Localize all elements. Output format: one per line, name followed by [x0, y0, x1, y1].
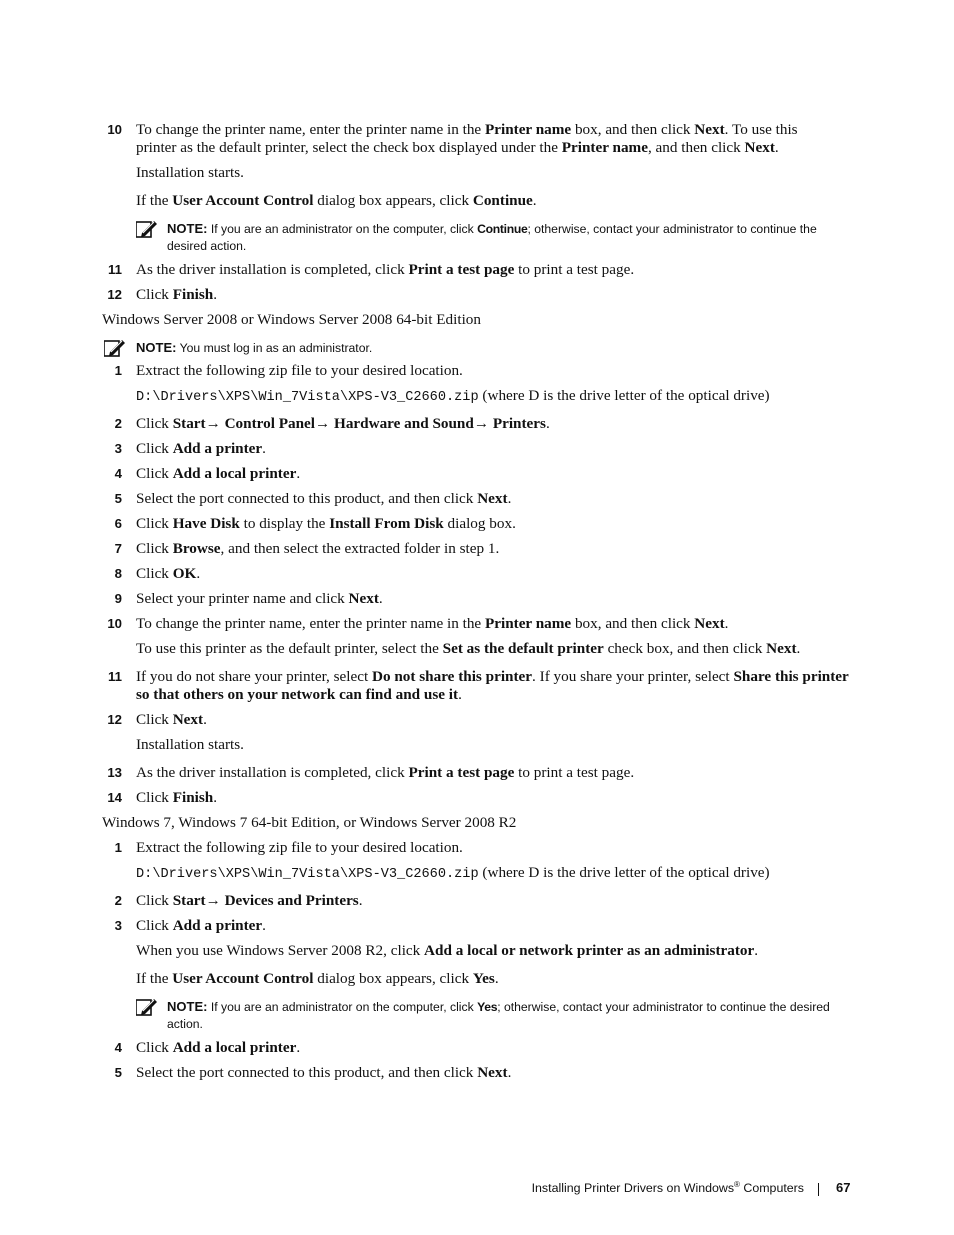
paragraph: Installation starts. — [136, 736, 244, 753]
paragraph: To use this printer as the default printer, select the Set as the default printer check box, and then click Next. — [136, 640, 801, 657]
note-pencil-icon — [104, 339, 126, 357]
step-text: Click Add a printer. — [136, 917, 266, 934]
step-text: If you do not share your printer, select Do not share this printer. If you share your printer, select Share this printer — [136, 668, 849, 685]
paragraph: When you use Windows Server 2008 R2, click Add a local or network printer as an administrator. — [136, 942, 759, 959]
step-text: To change the printer name, enter the printer name in the Printer name box, and then click Next. — [136, 615, 729, 632]
footer-separator — [818, 1183, 819, 1196]
paragraph: If the User Account Control dialog box appears, click Yes. — [136, 970, 499, 987]
step-text: Select your printer name and click Next. — [136, 590, 383, 607]
step-text: Click OK. — [136, 565, 201, 582]
footer-title: Installing Printer Drivers on Windows® Computers — [531, 1180, 804, 1195]
step-number: 8 — [114, 566, 122, 581]
step-text: To change the printer name, enter the printer name in the Printer name box, and then click Next. To use this — [136, 121, 798, 138]
step-text: Select the port connected to this product, and then click Next. — [136, 1064, 512, 1081]
note: NOTE: If you are an administrator on the computer, click Continue; otherwise, contact your administrator to continue the desired action. — [167, 221, 817, 253]
section-heading: Windows Server 2008 or Windows Server 2008 64-bit Edition — [102, 311, 481, 328]
file-path: D:\Drivers\XPS\Win_7Vista\XPS-V3_C2660.zip (where D is the drive letter of the optical drive) — [136, 387, 770, 405]
paragraph: If the User Account Control dialog box appears, click Continue. — [136, 192, 537, 209]
note-pencil-icon — [136, 220, 158, 238]
page-number: 67 — [836, 1180, 851, 1195]
step-number: 3 — [114, 918, 122, 933]
step-text: Click Add a printer. — [136, 440, 266, 457]
step-text: so that others on your network can find and use it. — [136, 686, 462, 703]
step-number: 14 — [107, 790, 122, 805]
step-text: Click Next. — [136, 711, 207, 728]
step-text: Extract the following zip file to your desired location. — [136, 362, 463, 379]
step-number: 5 — [114, 491, 122, 506]
step-number: 1 — [114, 840, 122, 855]
step-number: 6 — [114, 516, 122, 531]
step-number: 13 — [107, 765, 122, 780]
step-text: Click Finish. — [136, 286, 218, 303]
step-text: Click Have Disk to display the Install From Disk dialog box. — [136, 515, 516, 532]
step-number: 1 — [114, 363, 122, 378]
step-number: 4 — [114, 466, 122, 481]
step-text: As the driver installation is completed, click Print a test page to print a test page. — [136, 764, 635, 781]
step-text: Click Start→ Control Panel→ Hardware and Sound→ Printers. — [136, 415, 550, 432]
step-number: 4 — [114, 1040, 122, 1055]
step-text: Click Browse, and then select the extracted folder in step 1. — [136, 540, 500, 557]
step-number: 11 — [108, 262, 122, 277]
step-number: 3 — [114, 441, 122, 456]
step-number: 12 — [107, 287, 122, 302]
step-text: Click Finish. — [136, 789, 218, 806]
step-number: 9 — [114, 591, 122, 606]
step-text: Click Start→ Devices and Printers. — [136, 892, 363, 909]
page-footer — [0, 1180, 954, 1198]
step-text: Click Add a local printer. — [136, 465, 301, 482]
step-text: Click Add a local printer. — [136, 1039, 301, 1056]
file-path: D:\Drivers\XPS\Win_7Vista\XPS-V3_C2660.zip (where D is the drive letter of the optical drive) — [136, 864, 770, 882]
step-text: Select the port connected to this product, and then click Next. — [136, 490, 512, 507]
section-heading: Windows 7, Windows 7 64-bit Edition, or Windows Server 2008 R2 — [102, 814, 517, 831]
step-text: Extract the following zip file to your desired location. — [136, 839, 463, 856]
step-text: printer as the default printer, select the check box displayed under the Printer name, and then click Next. — [136, 139, 779, 156]
step-number: 10 — [107, 616, 122, 631]
step-number: 7 — [114, 541, 122, 556]
note: NOTE: You must log in as an administrator. — [136, 340, 373, 355]
step-number: 11 — [108, 669, 122, 684]
note: NOTE: If you are an administrator on the computer, click Yes; otherwise, contact your administrator to continue the desired action. — [167, 999, 830, 1031]
step-number: 10 — [107, 122, 122, 137]
step-number: 2 — [114, 893, 122, 908]
note-pencil-icon — [136, 998, 158, 1016]
paragraph: Installation starts. — [136, 164, 244, 181]
step-number: 2 — [114, 416, 122, 431]
step-number: 12 — [107, 712, 122, 727]
step-number: 5 — [114, 1065, 122, 1080]
step-text: As the driver installation is completed, click Print a test page to print a test page. — [136, 261, 635, 278]
